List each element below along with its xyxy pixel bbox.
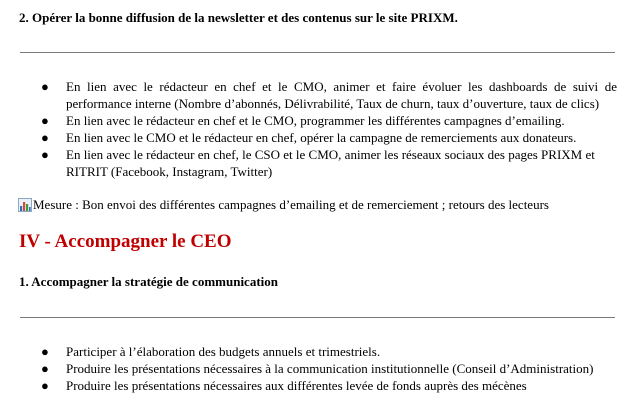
bullet: ● <box>41 147 49 162</box>
bullet: ● <box>41 79 49 94</box>
list-item: ● En lien avec le rédacteur en chef et le CMO, programmer les différentes campagnes d’emailing. <box>41 113 565 128</box>
list-item: ● Produire les présentations nécessaires à la communication institutionnelle (Conseil d’Administration) <box>41 361 594 376</box>
measure-text: Mesure : Bon envoi des différentes campagnes d’emailing et de remerciement ; retours des lecteurs <box>33 197 549 212</box>
bullet: ● <box>41 113 49 128</box>
list-item: ● Produire les présentations nécessaires aux différentes levée de fonds auprès des mécènes <box>41 378 527 393</box>
sub-heading-communication: 1. Accompagner la stratégie de communication <box>19 274 278 289</box>
measure-line <box>18 197 549 213</box>
bar-chart-icon <box>18 198 32 212</box>
list-item: ● En lien avec le rédacteur en chef, le CSO et le CMO, animer les réseaux sociaux des pages PRIXM et RITRIT (Facebook, Instagram, Twitter) <box>41 147 595 179</box>
section-title-ceo: IV - Accompagner le CEO <box>19 231 232 252</box>
bullet: ● <box>41 378 49 393</box>
diffusion-list <box>0 78 639 180</box>
list-item: ● Participer à l’élaboration des budgets annuels et trimestriels. <box>41 344 381 359</box>
ceo-list <box>0 343 639 394</box>
bullet: ● <box>41 344 49 359</box>
list-item: ● En lien avec le CMO et le rédacteur en chef, opérer la campagne de remerciements aux donateurs. <box>41 130 577 145</box>
bullet: ● <box>41 361 49 376</box>
list-item: ● En lien avec le rédacteur en chef et le CMO, animer et faire évoluer les dashboards de suivi de performance interne (Nombre d’abonnés, Délivrabilité, Taux de churn, taux d’ouverture, taux de clics) <box>41 79 617 111</box>
divider-2 <box>20 317 615 318</box>
bullet: ● <box>41 130 49 145</box>
section-heading-diffusion: 2. Opérer la bonne diffusion de la newsletter et des contenus sur le site PRIXM. <box>19 10 458 25</box>
divider-1 <box>20 52 615 53</box>
